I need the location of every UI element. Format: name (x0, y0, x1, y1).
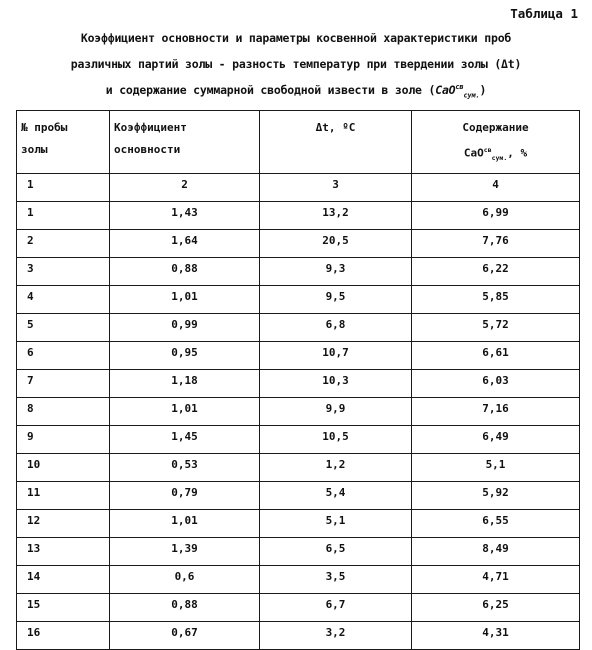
header-cao-content (412, 111, 580, 174)
data-table (16, 110, 580, 650)
cell-cao-content: 5,1 (412, 454, 580, 482)
column-number: 3 (260, 174, 412, 202)
caption-formula-sup: св (455, 83, 464, 92)
cell-delta-t: 20,5 (260, 230, 412, 258)
table-row (17, 482, 580, 510)
table-row (17, 538, 580, 566)
table-row (17, 454, 580, 482)
cell-delta-t: 6,8 (260, 314, 412, 342)
header-sample-number-line1: № пробы (21, 121, 68, 134)
cell-cao-content: 4,71 (412, 566, 580, 594)
header-sample-number-line2: золы (21, 143, 48, 156)
cell-delta-t: 10,7 (260, 342, 412, 370)
header-cao-line1: Содержание (462, 121, 529, 134)
cell-delta-t: 13,2 (260, 202, 412, 230)
cell-basicity-coefficient: 0,95 (110, 342, 260, 370)
header-cao-line2 (416, 139, 575, 169)
cell-sample-number: 7 (17, 370, 110, 398)
cell-delta-t: 6,7 (260, 594, 412, 622)
header-row (17, 111, 580, 174)
cell-sample-number: 13 (17, 538, 110, 566)
cell-delta-t: 10,3 (260, 370, 412, 398)
cell-cao-content: 6,99 (412, 202, 580, 230)
cell-sample-number: 8 (17, 398, 110, 426)
column-number: 4 (412, 174, 580, 202)
cell-delta-t: 10,5 (260, 426, 412, 454)
cell-cao-content: 8,49 (412, 538, 580, 566)
header-cao-sub: сум. (491, 153, 508, 162)
table-row (17, 342, 580, 370)
cell-delta-t: 5,1 (260, 510, 412, 538)
table-row (17, 314, 580, 342)
table-row (17, 286, 580, 314)
header-cao-suffix: , % (507, 146, 528, 160)
caption-formula-sub: сум. (463, 91, 480, 100)
caption-line-3-end: ) (479, 83, 487, 97)
cell-sample-number: 10 (17, 454, 110, 482)
cell-delta-t: 3,2 (260, 622, 412, 650)
cell-sample-number: 9 (17, 426, 110, 454)
table-row (17, 202, 580, 230)
cell-sample-number: 2 (17, 230, 110, 258)
cell-basicity-coefficient: 0,53 (110, 454, 260, 482)
column-number: 2 (110, 174, 260, 202)
cell-cao-content: 7,16 (412, 398, 580, 426)
caption-line-1: Коэффициент основности и параметры косвенной характеристики проб (80, 31, 512, 45)
caption-line-2: различных партий золы - разность температур при твердении золы (Δt) (70, 57, 522, 71)
cell-sample-number: 1 (17, 202, 110, 230)
cell-sample-number: 6 (17, 342, 110, 370)
caption-formula (435, 83, 480, 100)
cell-basicity-coefficient: 1,18 (110, 370, 260, 398)
header-cao-base: CaO (463, 146, 484, 160)
cell-cao-content: 6,03 (412, 370, 580, 398)
column-number: 1 (17, 174, 110, 202)
cell-basicity-coefficient: 1,39 (110, 538, 260, 566)
cell-cao-content: 5,85 (412, 286, 580, 314)
cell-sample-number: 12 (17, 510, 110, 538)
table-body (17, 174, 580, 650)
cell-sample-number: 4 (17, 286, 110, 314)
cell-basicity-coefficient: 0,99 (110, 314, 260, 342)
cell-delta-t: 9,9 (260, 398, 412, 426)
cell-basicity-coefficient: 1,45 (110, 426, 260, 454)
caption-line-3-text: и содержание суммарной свободной извести в золе ( (105, 83, 436, 97)
cell-basicity-coefficient: 1,01 (110, 510, 260, 538)
cell-sample-number: 15 (17, 594, 110, 622)
column-number-row (17, 174, 580, 202)
cell-delta-t: 1,2 (260, 454, 412, 482)
cell-basicity-coefficient: 1,01 (110, 398, 260, 426)
caption-formula-base: CaO (435, 83, 456, 97)
cell-cao-content: 7,76 (412, 230, 580, 258)
cell-delta-t: 9,5 (260, 286, 412, 314)
cell-basicity-coefficient: 0,6 (110, 566, 260, 594)
header-delta-t (260, 111, 412, 174)
header-basicity-line2: основности (114, 143, 181, 156)
table-row (17, 398, 580, 426)
cell-basicity-coefficient: 0,79 (110, 482, 260, 510)
cell-cao-content: 4,31 (412, 622, 580, 650)
table-row (17, 566, 580, 594)
cell-cao-content: 6,22 (412, 258, 580, 286)
cell-sample-number: 16 (17, 622, 110, 650)
cell-sample-number: 11 (17, 482, 110, 510)
cell-sample-number: 3 (17, 258, 110, 286)
cell-basicity-coefficient: 1,64 (110, 230, 260, 258)
header-basicity-line1: Коэффициент (114, 121, 187, 134)
header-cao-sup: св (483, 146, 492, 154)
header-delta-t-line1: Δt, ºC (315, 121, 356, 134)
table-row (17, 258, 580, 286)
table-row (17, 510, 580, 538)
cell-cao-content: 6,49 (412, 426, 580, 454)
cell-cao-content: 5,92 (412, 482, 580, 510)
table-row (17, 426, 580, 454)
cell-basicity-coefficient: 0,88 (110, 594, 260, 622)
table-row (17, 622, 580, 650)
cell-sample-number: 14 (17, 566, 110, 594)
cell-basicity-coefficient: 1,43 (110, 202, 260, 230)
header-sample-number (17, 111, 110, 174)
cell-sample-number: 5 (17, 314, 110, 342)
table-row (17, 230, 580, 258)
table-label: Таблица 1 (510, 6, 578, 21)
cell-cao-content: 6,61 (412, 342, 580, 370)
table-row (17, 594, 580, 622)
cell-basicity-coefficient: 0,88 (110, 258, 260, 286)
cell-basicity-coefficient: 0,67 (110, 622, 260, 650)
cell-delta-t: 3,5 (260, 566, 412, 594)
header-basicity-coefficient (110, 111, 260, 174)
cell-delta-t: 6,5 (260, 538, 412, 566)
table-row (17, 370, 580, 398)
cell-delta-t: 9,3 (260, 258, 412, 286)
cell-basicity-coefficient: 1,01 (110, 286, 260, 314)
cell-cao-content: 6,55 (412, 510, 580, 538)
cell-cao-content: 6,25 (412, 594, 580, 622)
cell-cao-content: 5,72 (412, 314, 580, 342)
caption-line-3 (0, 83, 592, 99)
cell-delta-t: 5,4 (260, 482, 412, 510)
